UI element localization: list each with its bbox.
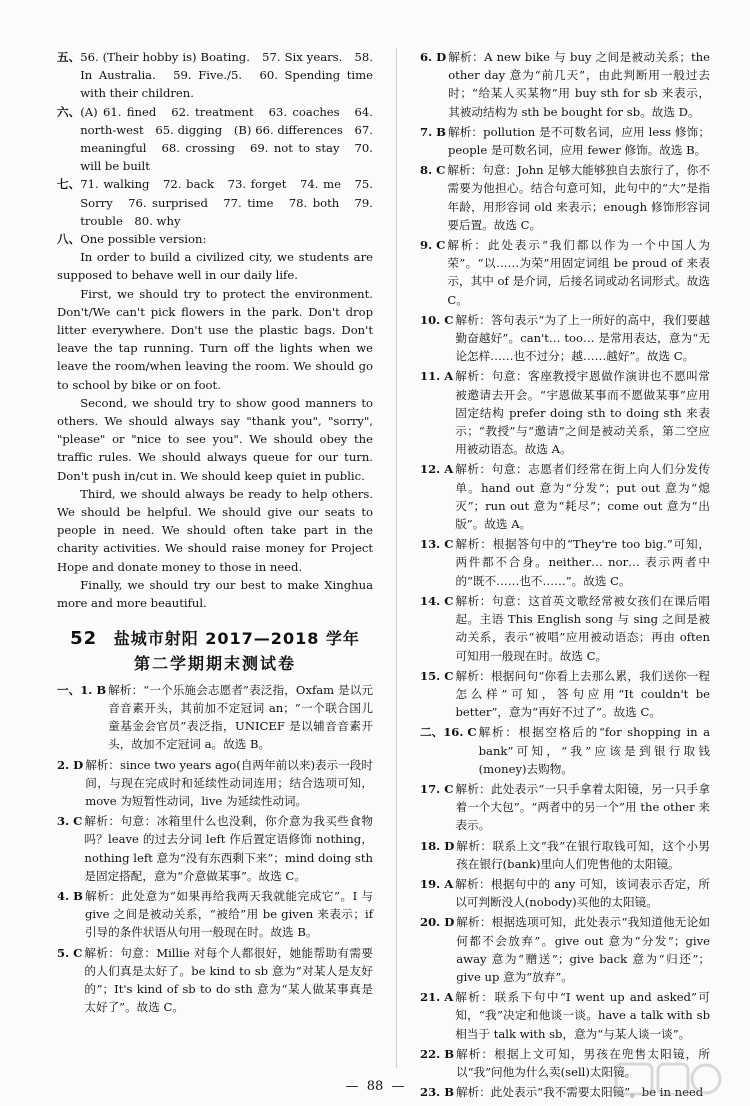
answer-item <box>57 756 373 811</box>
section-wu <box>57 48 373 103</box>
answer-text: 解析：此处意为“如果再给我两天我就能完成它”。I 与 give 之间是被动关系，“被给”用 be given 来表示；if 引导的条件状语从句用一般现在时。故选 B。 <box>84 888 373 940</box>
answer-item <box>420 667 710 722</box>
right-column <box>420 48 710 1103</box>
answer-text: 解析：根据答句中的“They're too big.”可知，两件都不合身。neither… nor… 表示两者中的“既不……也不……”。故选 C。 <box>455 537 710 588</box>
answer-label: 15. C <box>420 668 454 683</box>
answer-label: 4. B <box>57 888 83 903</box>
answer-label: 19. A <box>420 876 454 891</box>
page-number: — 88 — <box>345 1079 405 1094</box>
answer-label: 18. D <box>420 838 455 853</box>
exam-title-line2: 第二学期期末测试卷 <box>133 653 296 673</box>
essay-paragraph-5: Finally, we should try our best to make Xinghua more and more beautiful. <box>57 577 373 611</box>
answer-label: 11. A <box>420 369 454 384</box>
answer-label: 21. A <box>420 990 454 1005</box>
answer-item <box>420 123 710 159</box>
essay-paragraph-2: First, we should try to protect the environment. Don't/We can't pick flowers in the park. Don't drop litter everywhere. Don't use the plastic bags. Don't leave the tap running. Turn off the lights when we leave the room/when leaving the room. We should go to school by bike or on foot. <box>57 286 373 392</box>
section-text: 71. walking 72. back 73. forget 74. me 75. Sorry 76. surprised 77. time 78. both 79. trouble 80. why <box>80 177 373 228</box>
answer-label: 9. C <box>420 238 446 253</box>
answer-item <box>420 780 710 835</box>
exam-title-text: 盐城市射阳 2017—2018 学年 <box>113 629 360 649</box>
answer-text: 解析：A new bike 与 buy 之间是被动关系；the other day 意为“前几天”，由此判断用一般过去时；“给某人买某物”用 buy sth for sb 来表示，其被动结构为 sth be bought for sb。故选 D。 <box>448 50 710 119</box>
answer-item <box>420 535 710 590</box>
answer-label: 12. A <box>420 462 454 477</box>
answer-label: 13. C <box>420 537 454 552</box>
answer-item <box>420 48 710 121</box>
column-divider <box>396 48 397 1068</box>
answer-item <box>57 812 373 885</box>
answer-text: 解析：句意：这首英文歌经常被女孩们在课后唱起。主语 This English song 与 sing 之间是被动关系，表示“被唱”应用被动语态；再由 often 可知用一般现在时。故选 C。 <box>455 593 710 663</box>
section-label: 七、 <box>57 177 81 192</box>
answer-item <box>420 161 710 234</box>
answer-label: 7. B <box>420 124 446 139</box>
section-liu <box>57 103 373 176</box>
essay-paragraph-4: Third, we should always be ready to help others. We should be helpful. We should give our seats to people in need. We should often take part in the charity activities. We should raise money for Project Hope and donate money to those in need. <box>57 486 373 574</box>
answer-item <box>57 681 373 754</box>
answer-label: 8. C <box>420 163 446 178</box>
answer-label: 2. D <box>57 757 84 772</box>
answer-text: 解析：since two years ago(自两年前以来)表示一段时间，与现在完成时和延续性动词连用；结合选项可知，move 为短暂性动词，live 为延续性动词。 <box>85 757 373 808</box>
answer-label: 3. C <box>57 814 83 829</box>
answer-text: 解析：句意：志愿者们经常在街上向人们分发传单。hand out 意为“分发”；put out 意为“熄灭”；run out 意为“耗尽”；come out 意为“出版”。故选 A。 <box>455 462 710 532</box>
answer-text: 解析：根据空格后的“for shopping in a bank”可知，“我”应该是到银行取钱(money)去购物。 <box>478 725 710 776</box>
answer-item <box>420 837 710 873</box>
answer-text: 解析：此处表示“一只手拿着太阳镜，另一只手拿着一个大包”。“两者中的另一个”用 the other 来表示。 <box>455 781 710 833</box>
answer-text: 解析：联系下句中“I went up and asked”可知，“我”决定和他谈一谈。have a talk with sb 相当于 talk with sb，意为“与某人谈一谈”。 <box>455 990 710 1041</box>
answer-item <box>57 944 373 1017</box>
answer-text: 解析：根据选项可知，此处表示“我知道他无论如何都不会放弃”。give out 意为“分发”；give away 意为“赠送”；give back 意为“归还”；give up 意为“放弃”。 <box>456 915 710 984</box>
section-label: 五、 <box>57 50 81 64</box>
answer-text: 解析：此处表示“我不需要太阳镜”。be in need <box>456 1085 704 1100</box>
answer-item <box>420 367 710 458</box>
answer-label: 14. C <box>420 593 454 608</box>
answer-item <box>420 723 710 778</box>
answer-item <box>420 311 710 366</box>
page-number-value: 88 <box>366 1079 384 1094</box>
section-text: One possible version: <box>80 232 207 247</box>
exam-title-line1 <box>57 630 373 648</box>
answer-text: 解析：根据句中的 any 可知，该词表示否定，所以可判断没人(nobody)买他的太阳镜。 <box>455 876 710 910</box>
section-text: 56. (Their hobby is) Boating. 57. Six years. 58. In Australia. 59. Five./5. 60. Spending time with their children. <box>80 50 373 101</box>
answer-text: 解析：答句表示“为了上一所好的高中，我们要越勤奋越好”。can't… too… 是常用表达，意为“无论怎样……也不过分；越……越好”。故选 C。 <box>455 312 710 364</box>
answer-label: 17. C <box>420 781 454 796</box>
answer-item <box>420 592 710 665</box>
answer-label: 一、1. B <box>57 682 107 697</box>
answer-label: 20. D <box>420 915 455 930</box>
section-ba <box>57 230 373 248</box>
section-label: 八、 <box>57 232 81 247</box>
answer-text: 解析：句意：客座教授宇恩做作演讲也不愿叫常被邀请去开会。“宇恩做某事而不愿做某事”应用固定结构 prefer doing sth to doing sth 来表示；“教授”与“邀请”之间是被动关系，第二空应用被动语态。故选 A。 <box>455 369 710 457</box>
answer-label: 22. B <box>420 1046 455 1061</box>
section-label: 六、 <box>57 104 81 119</box>
answer-text: 解析：句意：冰箱里什么也没剩，你介意为我买些食物吗？leave 的过去分词 left 作后置定语修饰 nothing，nothing left 意为“没有东西剩下来”；mind doing sth 是固定搭配，意为“介意做某事”。故选 C。 <box>84 814 373 883</box>
watermark-logo-icon <box>610 1060 730 1100</box>
answer-label: 二、16. C <box>420 725 477 740</box>
exam-section-header <box>57 630 373 672</box>
answer-label: 6. D <box>420 50 447 64</box>
answer-text: 解析：“一个乐施会志愿者”表泛指，Oxfam 是以元音音素开头，其前加不定冠词 an；“一个联合国儿童基金会官员”表泛指，UNICEF 是以辅音音素开头，故加不定冠词 a。故选 B。 <box>108 682 373 752</box>
section-qi <box>57 175 373 230</box>
essay-paragraph-3: Second, we should try to show good manners to others. We should always say "thank you", "sorry", "please" or "nice to see you". We should obey the traffic rules. We should always queue for our turn. Don't push in/cut in. We should keep quiet in public. <box>57 395 373 483</box>
answer-text: 解析：句意：Millie 对每个人都很好，她能帮助有需要的人们真是太好了。be kind to sb 意为“对某人是友好的”；It's kind of sb to do sth 意为“某人做某事真是太好了”。故选 C。 <box>84 945 373 1015</box>
section-text: (A) 61. fined 62. treatment 63. coaches 64. north-west 65. digging (B) 66. differences 67. meaningful 68. crossing 69. not to stay 70. will be built <box>80 104 373 174</box>
answer-label: 10. C <box>420 312 454 327</box>
answer-item <box>420 913 710 986</box>
answer-text: 解析：根据上文可知，男孩在兜售太阳镜，所以“我”问他为什么卖(sell)太阳镜。 <box>456 1046 710 1079</box>
answer-label: 23. B <box>420 1085 455 1100</box>
answer-item <box>420 236 710 309</box>
answer-text: 解析：根据问句“你看上去那么累，我们送你一程怎么样”可知，答句应用“It couldn't be better”，意为“再好不过了”。故选 C。 <box>455 668 710 720</box>
answer-text: 解析：句意：John 足够大能够独自去旅行了，你不需要为他担心。结合句意可知，此句中的“大”是指年龄，用形容词 old 来表示；enough 修饰形容词要后置。故选 C。 <box>447 163 710 232</box>
answer-item <box>420 875 710 911</box>
answer-text: 解析：此处表示“我们都以作为一个中国人为荣”。“以……为荣”用固定词组 be proud of 来表示，其中 of 是介词，后接名词或动名词形式。故选 C。 <box>447 238 710 307</box>
essay-paragraph-1: In order to build a civilized city, we students are supposed to behave well in our daily life. <box>57 250 373 283</box>
answer-text: 解析：联系上文“我”在银行取钱可知，这个小男孩在银行(bank)里向人们兜售他的太阳镜。 <box>456 838 710 871</box>
answer-text: 解析：pollution 是不可数名词，应用 less 修饰；people 是可数名词，应用 fewer 修饰。故选 B。 <box>447 124 710 158</box>
answer-item <box>420 460 710 533</box>
left-column <box>57 48 373 1018</box>
answer-item <box>420 988 710 1043</box>
answer-label: 5. C <box>57 945 83 960</box>
answer-item <box>57 887 373 942</box>
exam-number-badge: 52 <box>70 628 98 650</box>
